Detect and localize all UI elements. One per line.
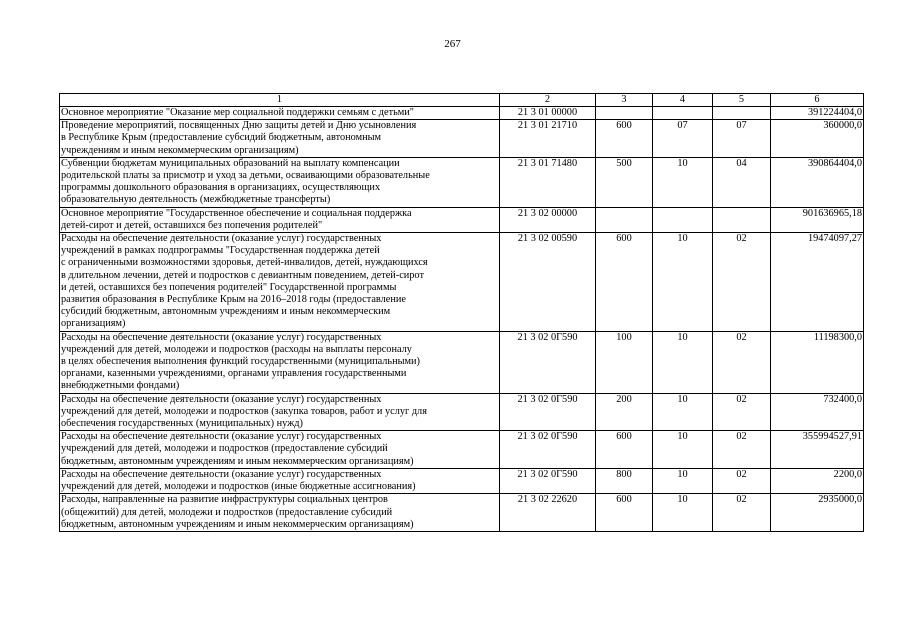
row-col-3: 500 [596,157,653,207]
row-col-5: 02 [713,494,771,532]
header-col-1: 1 [60,94,500,107]
row-code: 21 3 02 0Г590 [500,331,596,393]
row-col-5: 02 [713,331,771,393]
row-col-4: 07 [653,120,713,158]
row-sum: 355994527,91 [771,431,864,469]
row-name: Расходы на обеспечение деятельности (оказание услуг) государственных учреждений для детей, молодежи и подростков (расходы на выплаты персоналу в целях обеспечения выполнения функций государственными (муниципальными) органами, казенными учреждениями, органами управления государственными внебюджетными фондами) [60,331,500,393]
table-row [60,494,864,532]
row-col-5: 02 [713,431,771,469]
table-row [60,157,864,207]
row-col-3: 600 [596,431,653,469]
row-sum: 2935000,0 [771,494,864,532]
row-code: 21 3 02 00590 [500,233,596,332]
row-col-4: 10 [653,331,713,393]
row-name: Основное мероприятие "Оказание мер социальной поддержки семьям с детьми" [60,107,500,120]
row-col-4: 10 [653,393,713,431]
row-sum: 901636965,18 [771,207,864,232]
row-col-5: 07 [713,120,771,158]
header-col-6: 6 [771,94,864,107]
row-col-5: 02 [713,468,771,493]
row-col-3 [596,207,653,232]
table-row [60,431,864,469]
row-col-3: 600 [596,120,653,158]
header-col-4: 4 [653,94,713,107]
row-col-5: 02 [713,393,771,431]
row-col-4: 10 [653,431,713,469]
table-row [60,207,864,232]
row-code: 21 3 02 0Г590 [500,468,596,493]
row-col-4 [653,207,713,232]
row-code: 21 3 02 0Г590 [500,393,596,431]
row-code: 21 3 02 00000 [500,207,596,232]
row-code: 21 3 02 22620 [500,494,596,532]
row-col-3: 600 [596,494,653,532]
table-row [60,393,864,431]
row-col-3: 800 [596,468,653,493]
row-sum: 360000,0 [771,120,864,158]
row-name: Расходы на обеспечение деятельности (оказание услуг) государственных учреждений для детей, молодежи и подростков (иные бюджетные ассигнования) [60,468,500,493]
header-col-2: 2 [500,94,596,107]
row-col-4 [653,107,713,120]
row-sum: 732400,0 [771,393,864,431]
row-name: Расходы, направленные на развитие инфраструктуры социальных центров (общежитий) для детей, молодежи и подростков (предоставление субсидий бюджетным, автономным учреждениям и иным некоммерческим организациям) [60,494,500,532]
table-row [60,468,864,493]
row-col-4: 10 [653,233,713,332]
table-row [60,120,864,158]
row-name: Расходы на обеспечение деятельности (оказание услуг) государственных учреждений для детей, молодежи и подростков (предоставление субсидий бюджетным, автономным учреждениям и иным некоммерческим организациям) [60,431,500,469]
row-col-5: 04 [713,157,771,207]
row-sum: 19474097,27 [771,233,864,332]
row-col-5 [713,107,771,120]
table-row [60,233,864,332]
row-code: 21 3 01 21710 [500,120,596,158]
row-name: Расходы на обеспечение деятельности (оказание услуг) государственных учреждений в рамках подпрограммы "Государственная поддержка детей с ограниченными возможностями здоровья, детей-инвалидов, детей, нуждающихся в длительном лечении, детей и подростков с девиантным поведением, детей-сирот и детей, оставшихся без попечения родителей" Государственной программы развития образования в Республике Крым на 2016–2018 годы (предоставление субсидий бюджетным, автономным учреждениям и иным некоммерческим организациям) [60,233,500,332]
row-sum: 11198300,0 [771,331,864,393]
row-col-4: 10 [653,468,713,493]
header-col-5: 5 [713,94,771,107]
row-col-5 [713,207,771,232]
row-code: 21 3 01 00000 [500,107,596,120]
row-name: Основное мероприятие "Государственное обеспечение и социальная поддержка детей-сирот и детей, оставшихся без попечения родителей" [60,207,500,232]
budget-table [59,93,864,532]
row-name: Субвенции бюджетам муниципальных образований на выплату компенсации родительской платы за присмотр и уход за детьми, осваивающими образовательные программы дошкольного образования в организациях, осуществляющих образовательную деятельность (межбюджетные трансферты) [60,157,500,207]
page-number: 267 [444,38,461,50]
table-row [60,331,864,393]
table-header [60,94,864,107]
row-col-3: 100 [596,331,653,393]
row-col-5: 02 [713,233,771,332]
row-name: Проведение мероприятий, посвященных Дню защиты детей и Дню усыновления в Республике Крым (предоставление субсидий бюджетным, автономным учреждениям и иным некоммерческим организациям) [60,120,500,158]
row-sum: 390864404,0 [771,157,864,207]
row-code: 21 3 01 71480 [500,157,596,207]
header-col-3: 3 [596,94,653,107]
row-sum: 2200,0 [771,468,864,493]
header-row [60,94,864,107]
row-col-4: 10 [653,494,713,532]
row-col-3: 600 [596,233,653,332]
table-row [60,107,864,120]
row-code: 21 3 02 0Г590 [500,431,596,469]
row-col-3 [596,107,653,120]
table-body [60,107,864,532]
row-name: Расходы на обеспечение деятельности (оказание услуг) государственных учреждений для детей, молодежи и подростков (закупка товаров, работ и услуг для обеспечения государственных (муниципальных) нужд) [60,393,500,431]
row-col-4: 10 [653,157,713,207]
row-col-3: 200 [596,393,653,431]
row-sum: 391224404,0 [771,107,864,120]
